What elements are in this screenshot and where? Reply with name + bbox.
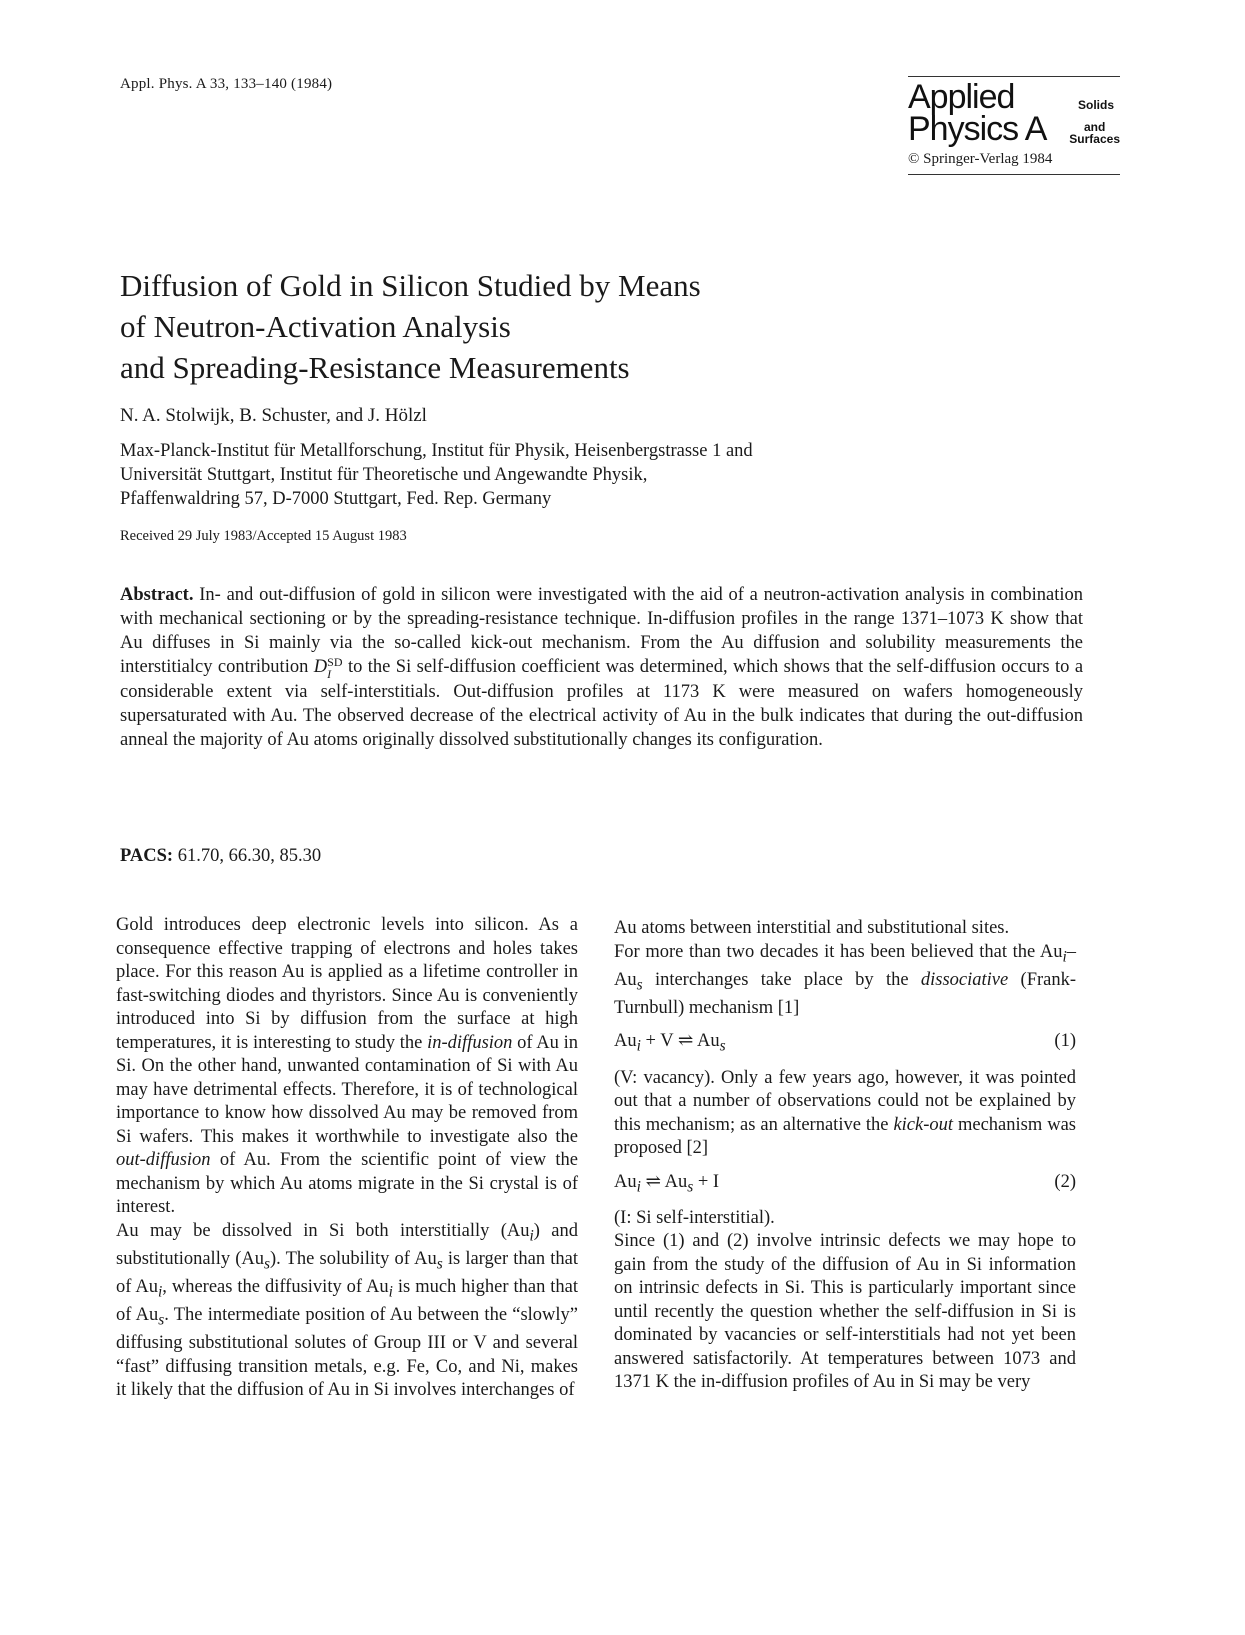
journal-logo-block [908,76,1120,175]
top-rule [908,76,1120,77]
text-run: ). The solubility of Au [270,1248,437,1269]
subscript: s [264,1255,271,1273]
subscript: s [436,1255,443,1273]
text-run: Au [614,1031,637,1052]
text-run: For more than two decades it has been believed that the Au [614,941,1063,962]
text-run: –Au [614,941,1076,990]
title-line: Diffusion of Gold in Silicon Studied by Means [120,268,701,303]
text-run: interchanges take place by the [654,969,909,990]
pacs-codes [120,846,321,867]
subscript: s [719,1038,726,1056]
pacs-value: 61.70, 66.30, 85.30 [177,846,322,866]
subscript: s [687,1178,694,1196]
text-run: ) and substitutionally (Au [116,1220,579,1269]
text-run: , whereas the diffusivity of Au [162,1276,389,1297]
bottom-rule [908,174,1120,175]
affiliation-line: Pfaffenwaldring 57, D-7000 Stuttgart, Fed. Rep. Germany [120,489,552,509]
journal-name-line1: Applied [908,78,1015,116]
symbol-sup: SD [327,654,343,669]
journal-citation: Appl. Phys. A 33, 133–140 (1984) [120,76,333,92]
received-date: Received 29 July 1983/Accepted 15 August 1983 [120,528,407,544]
journal-section-line1: Solids [1077,98,1114,112]
text-run: ⇌ Au [645,1171,688,1192]
title-line: and Spreading-Resistance Measurements [120,350,630,385]
subscript: i [636,1038,641,1056]
symbol-sub: I [327,666,332,681]
journal-section-line3: Surfaces [1069,132,1120,146]
author-list: N. A. Stolwijk, B. Schuster, and J. Hölzl [120,405,427,426]
symbol-indices [327,656,342,680]
subscript: i [1062,948,1067,966]
paragraph: (I: Si self-interstitial). [614,1207,775,1228]
text-run: of Au in Si. On the other hand, unwanted contamination of Si with Au may have detrimental effects. Therefore, it is of technological importance to know how dissolved Au may be removed from Si wafers. This makes it worthwhile to investigate also the [116,1032,578,1147]
text-run: Au [614,1171,637,1192]
emphasis: out-diffusion [116,1150,211,1170]
body-column-right [614,917,1076,1395]
paragraph [614,941,1076,1021]
subscript: s [636,976,643,994]
text-run: (Frank-Turnbull) mechanism [1] [614,969,1077,1018]
subscript: i [529,1227,534,1245]
text-run: of Au. From the scientific point of view the mechanism by which Au atoms migrate in the Si crystal is of interest. [116,1150,579,1217]
journal-section-lines [1069,121,1120,145]
abstract-text: In- and out-diffusion of gold in silicon were investigated with the aid of a neutron-activation analysis in combination with mechanical sectioning or by the spreading-resistance technique. In-diffusion profiles in the range 1371–1073 K show that Au diffuses in Si mainly via the so-called kick-out mechanism. From the Au diffusion and solubility measurements the interstitialcy contribution [120,585,1084,677]
symbol-base: D [313,657,328,677]
text-run: (V: vacancy). Only a few years ago, however, it was pointed out that a number of observations could not be explained by this mechanism; as an alternative the [614,1067,1076,1135]
equation-1 [614,1030,1076,1058]
paper-title [120,265,1020,388]
equation-2 [614,1171,1076,1199]
subscript: i [157,1283,163,1301]
emphasis: dissociative [920,969,1009,990]
text-run: + I [697,1171,720,1192]
publisher-copyright: © Springer-Verlag 1984 [908,151,1053,167]
abstract-label: Abstract. [120,585,194,605]
paragraph: Since (1) and (2) involve intrinsic defects we may hope to gain from the study of the diffusion of Au in Si information on intrinsic defects in Si. This is particularly important since until recently the question whether the self-diffusion in Si is dominated by vacancies or self-interstitials had not yet been answered satisfactorily. At temperatures between 1073 and 1371 K the in-diffusion profiles of Au in Si may be very [614,1231,1076,1393]
paragraph: Au atoms between interstitial and substitutional sites. [614,918,1010,938]
text-run: mechanism was proposed [2] [614,1114,1076,1159]
title-line: of Neutron-Activation Analysis [120,309,511,344]
journal-name-line2: Physics A [908,110,1047,148]
pacs-label: PACS: [120,846,174,866]
text-run: . The intermediate position of Au between the “slowly” diffusing substitutional solutes of Group III or V and several “fast” diffusing transition metals, e.g. Fe, Co, and Ni, makes it likely that the diffusion of Au in Si involves interchanges of [116,1305,579,1401]
paragraph [614,1067,1076,1161]
subscript: i [388,1283,393,1301]
affiliation-line: Max-Planck-Institut für Metallforschung, Institut für Physik, Heisenbergstrasse 1 and [120,441,753,461]
affiliation-line: Universität Stuttgart, Institut für Theoretische und Angewandte Physik, [120,465,648,485]
paragraph [116,1220,578,1403]
text-run: Gold introduces deep electronic levels into silicon. As a consequence effective trapping of electrons and holes takes place. For this reason Au is applied as a lifetime controller in fast-switching diodes and thyristors. Since Au is conveniently introduced into Si by diffusion from the surface at high temperatures, it is interesting to study the [116,915,578,1053]
abstract-text: to the Si self-diffusion coefficient was determined, which shows that the self-diffusion occurs to a considerable extent via self-interstitials. Out-diffusion profiles at 1173 K were measured on wafers homogeneously supersaturated with Au. The observed decrease of the electrical activity of Au in the bulk indicates that during the out-diffusion anneal the majority of Au atoms originally dissolved substitutionally changes its configuration. [120,657,1084,750]
paragraph [116,914,578,1220]
emphasis: in-diffusion [427,1032,513,1053]
equation-number: (2) [1054,1171,1076,1192]
equation-number: (1) [1054,1031,1076,1052]
text-run: is larger than that of Au [116,1248,578,1297]
body-column-left [116,914,578,1403]
abstract [120,583,1083,752]
journal-section-line2: and [1083,120,1106,134]
emphasis: kick-out [893,1114,954,1135]
subscript: i [636,1178,641,1196]
text-run: + V ⇌ Au [645,1031,720,1052]
text-run: is much higher than that of Au [116,1276,579,1326]
equation-body [614,1171,719,1199]
affiliation [120,439,1080,511]
subscript: s [158,1311,165,1329]
text-run: Au may be dissolved in Si both interstitially (Au [116,1220,530,1241]
diffusion-symbol [314,657,327,677]
equation-body [614,1030,726,1058]
